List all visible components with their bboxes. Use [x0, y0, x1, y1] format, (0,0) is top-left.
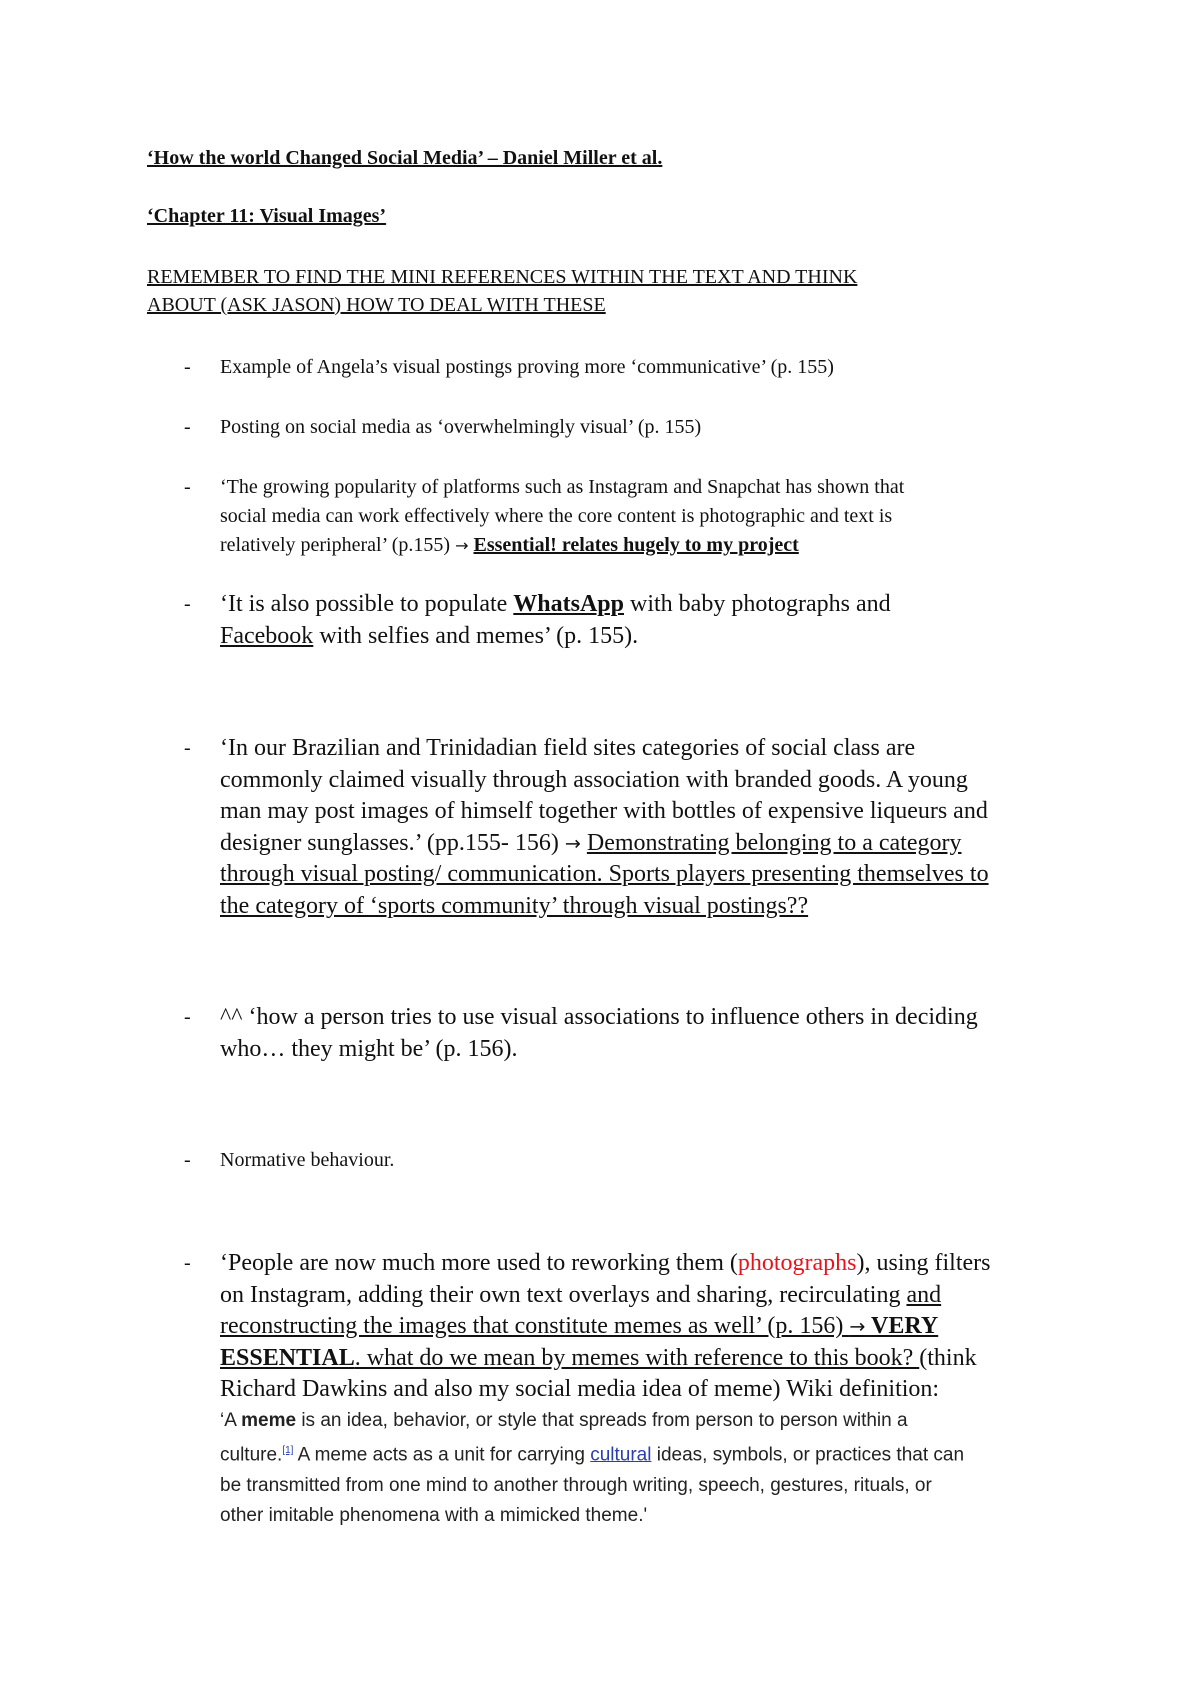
list-dash: - [184, 737, 191, 759]
wiki-text: ‘A [220, 1409, 242, 1431]
very-essential-note: ESSENTIAL [220, 1344, 355, 1371]
wiki-text: ideas, symbols, or practices that can [651, 1444, 965, 1466]
list-dash: - [184, 1006, 191, 1028]
quote-line: who… they might be’ (p. 156). [220, 1035, 518, 1062]
wiki-text: A meme acts as a unit for carrying [293, 1444, 591, 1466]
quote-line: commonly claimed visually through association with branded goods. A young [220, 766, 968, 793]
quote-line: designer sunglasses.’ (pp.155- 156) [220, 829, 565, 856]
list-dash: - [184, 356, 191, 378]
quote-text: ‘It is also possible to populate [220, 591, 514, 617]
list-dash: - [184, 416, 191, 438]
quote-text: on Instagram, adding their own text overlays and sharing, recirculating [220, 1281, 907, 1308]
annotation-note: Demonstrating belonging to a category [586, 829, 962, 856]
list-dash: - [184, 1252, 191, 1274]
quote-line: social media can work effectively where the core content is photographic and text is [220, 505, 893, 527]
list-dash: - [184, 1149, 191, 1171]
list-item-text: Example of Angela’s visual postings proving more ‘communicative’ (p. 155) [220, 356, 834, 378]
reminder-line: ABOUT (ASK JASON) HOW TO DEAL WITH THESE [147, 294, 606, 316]
wiki-meme-term: meme [241, 1409, 297, 1431]
document-title: ‘How the world Changed Social Media’ – Daniel Miller et al. [147, 147, 663, 169]
chapter-heading: ‘Chapter 11: Visual Images’ [147, 205, 387, 227]
whatsapp-term: WhatsApp [513, 591, 625, 617]
wiki-text: is an idea, behavior, or style that spreads from person to person within a [296, 1409, 908, 1431]
arrow-icon: → [849, 1315, 866, 1338]
list-dash: - [184, 476, 191, 498]
arrow-icon: → [564, 831, 581, 855]
citation-link[interactable]: [1] [282, 1445, 294, 1456]
reminder-note [147, 263, 1047, 319]
quote-line: relatively peripheral’ (p.155) [220, 534, 456, 556]
annotation-note: Richard Dawkins and also my social media idea of meme) Wiki definition: [220, 1376, 940, 1402]
reminder-line: REMEMBER TO FIND THE MINI REFERENCES WITHIN THE TEXT AND THINK [147, 266, 858, 288]
wiki-text: culture. [220, 1444, 283, 1466]
quote-line: ‘The growing popularity of platforms such as Instagram and Snapchat has shown that [220, 476, 905, 498]
highlighted-term: photographs [737, 1250, 857, 1276]
annotation-note: . what do we mean by memes with reference to this book? [354, 1344, 920, 1371]
wiki-text: other imitable phenomena with a mimicked theme.' [220, 1505, 648, 1527]
list-dash: - [184, 593, 191, 615]
quote-line: ‘In our Brazilian and Trinidadian field sites categories of social class are [220, 735, 916, 761]
quote-text: with baby photographs and [624, 591, 891, 617]
quote-line: ^^ ‘how a person tries to use visual associations to influence others in deciding [220, 1004, 978, 1030]
wiki-text: be transmitted from one mind to another through writing, speech, gestures, rituals, or [220, 1474, 932, 1496]
facebook-term: Facebook [220, 622, 314, 649]
quote-text: ), using filters [856, 1250, 991, 1276]
wiki-definition [220, 1406, 1100, 1532]
essential-note: Essential! relates hugely to my project [473, 534, 799, 556]
annotation-note: (think [919, 1344, 977, 1371]
list-item-text: Posting on social media as ‘overwhelmingly visual’ (p. 155) [220, 416, 702, 438]
quote-text: with selfies and memes’ (p. 155). [313, 622, 639, 649]
quote-text: reconstructing the images that constitute memes as well’ (p. 156) [220, 1313, 850, 1339]
list-item-text: Normative behaviour. [220, 1149, 395, 1171]
annotation-note: the category of ‘sports community’ through visual postings?? [220, 892, 809, 919]
cultural-link[interactable]: cultural [590, 1444, 652, 1466]
very-essential-note: VERY [865, 1313, 939, 1339]
arrow-icon: → [455, 536, 469, 555]
quote-line: man may post images of himself together with bottles of expensive liqueurs and [220, 798, 988, 824]
annotation-note: through visual posting/ communication. Sports players presenting themselves to [220, 861, 989, 887]
quote-text: ‘People are now much more used to reworking them ( [220, 1250, 738, 1276]
quote-text: and [906, 1281, 942, 1308]
